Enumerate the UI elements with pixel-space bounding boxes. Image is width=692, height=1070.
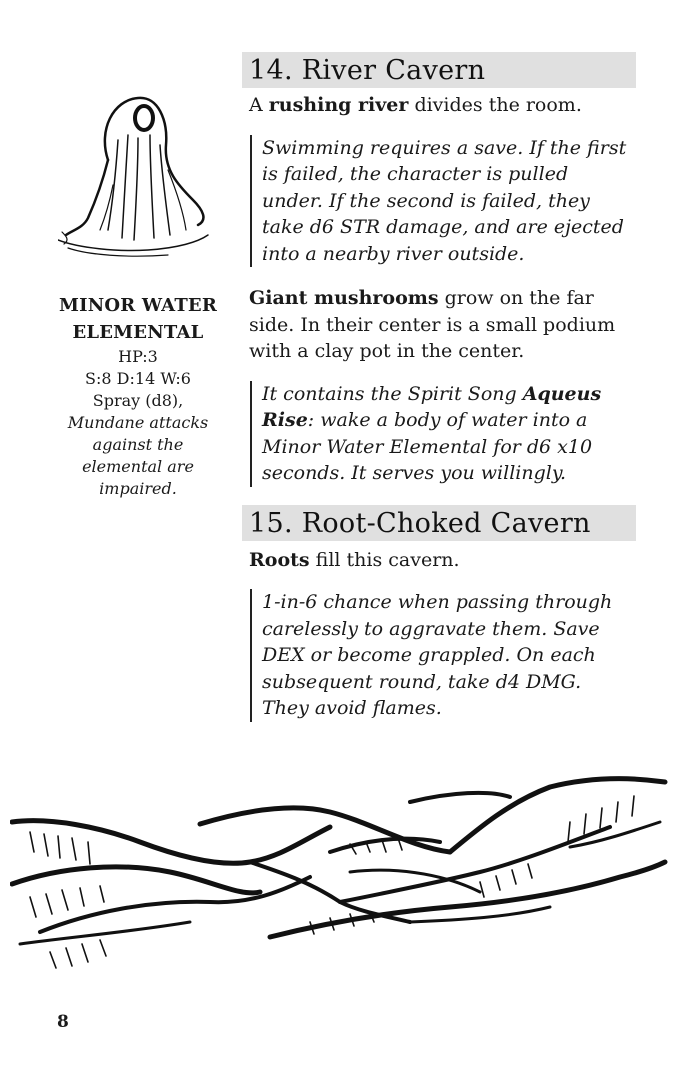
quote-line: is failed, the character is pulled — [262, 163, 569, 185]
room-descriptions — [242, 52, 636, 722]
monster-attack: Spray (d8), — [92, 391, 184, 410]
quote-line: carelessly to aggravate them. Save — [262, 617, 600, 640]
quote-line: into a nearby river outside. — [262, 242, 525, 265]
river-intro: A rushing river divides the room. — [249, 94, 582, 116]
monster-name-line2: ELEMENTAL — [72, 322, 204, 343]
roots-intro: Roots fill this cavern. — [249, 548, 460, 571]
page-number: 8 — [57, 1012, 69, 1032]
quote-line: 1-in-6 chance when passing through — [262, 591, 613, 613]
monster-note-line: Mundane attacks — [67, 413, 209, 432]
mushrooms-paragraph: Giant mushrooms grow on the far side. In their center is a small podium with a clay pot in the center. — [249, 287, 616, 362]
quote-line: subsequent round, take d4 DMG. — [262, 670, 582, 693]
monster-hp: HP:3 — [118, 347, 158, 366]
quote-line: Swimming requires a save. If the first — [262, 136, 627, 159]
monster-note-line: elemental are — [82, 457, 194, 476]
swimming-rule-quote — [250, 135, 636, 268]
monster-note-line: impaired. — [99, 479, 177, 498]
quote-line: They avoid flames. — [262, 697, 442, 719]
quote-line: DEX or become grappled. On each — [262, 644, 596, 666]
monster-name-line1: MINOR WATER — [58, 295, 218, 316]
monster-statblock — [52, 292, 224, 500]
monster-note-line: against the — [92, 435, 184, 454]
section-heading-root-choked-cavern: 15. Root-Choked Cavern — [242, 505, 636, 541]
quote-line: under. If the second is failed, they — [262, 189, 590, 212]
roots-rule-quote — [250, 589, 636, 722]
spirit-song-quote: It contains the Spirit Song Aqueus Rise: wake a body of water into a Minor Water Elemental for d6 x10 seconds. It serves you willingly. — [250, 381, 636, 487]
roots-illustration — [10, 772, 670, 992]
quote-line: take d6 STR damage, and are ejected — [262, 216, 624, 238]
monster-stats: S:8 D:14 W:6 — [85, 369, 191, 388]
water-elemental-illustration — [58, 90, 213, 260]
section-heading-river-cavern: 14. River Cavern — [242, 52, 636, 88]
